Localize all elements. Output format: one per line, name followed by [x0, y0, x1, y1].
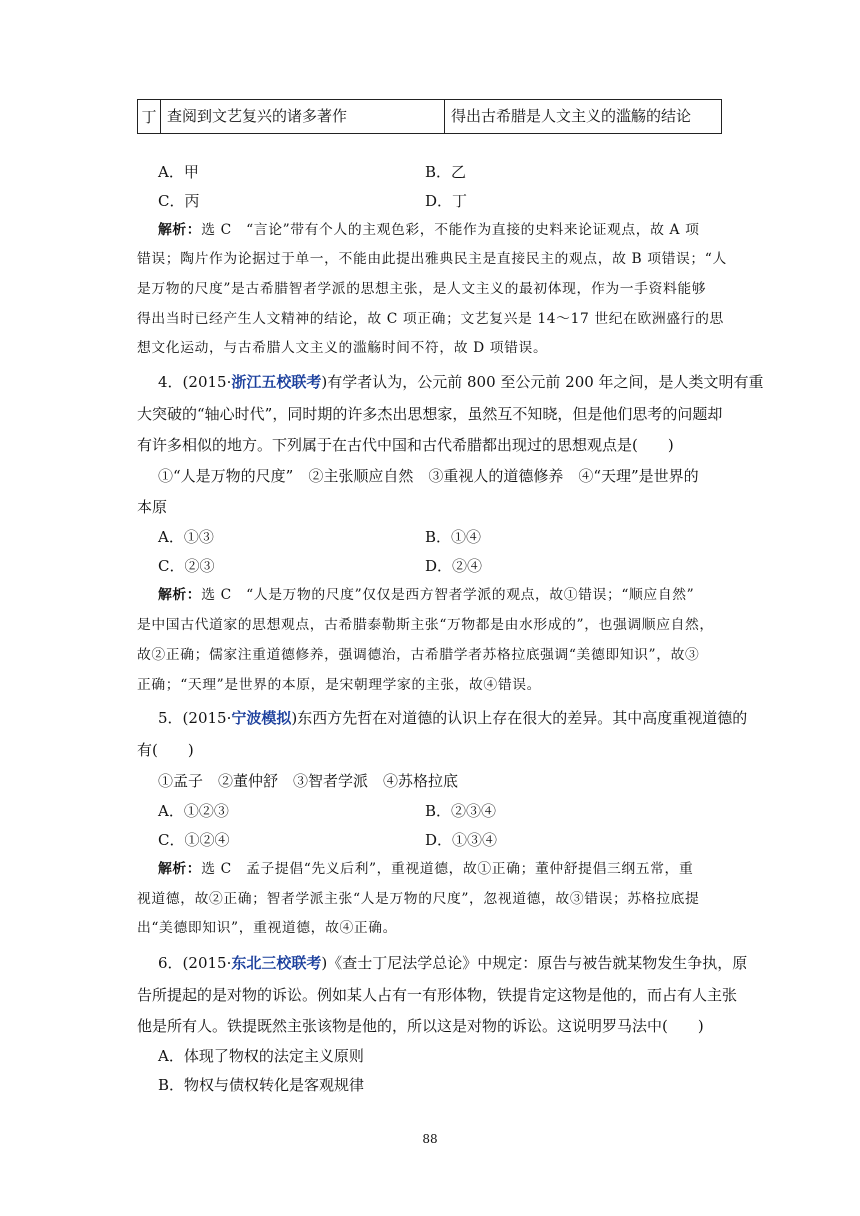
analysis-line: 解析：选 C “人是万物的尺度”仅仅是西方智者学派的观点，故①错误；“顺应自然”: [158, 587, 695, 603]
option-a: A．①③: [158, 528, 214, 546]
analysis-label: 解析：: [158, 222, 202, 238]
table-cell: 查阅到文艺复兴的诸多著作: [161, 100, 445, 134]
table-cell: 丁: [138, 100, 161, 134]
option-d: D．②④: [425, 557, 483, 575]
option-b: B．乙: [425, 163, 467, 181]
analysis-line: 是中国古代道家的思想观点，古希腊泰勒斯主张“万物都是由水形成的”，也强调顺应自然，: [137, 617, 714, 633]
question-stem-line: 大突破的“轴心时代”，同时期的许多杰出思想家，虽然互不知晓，但是他们思考的问题却: [137, 405, 723, 423]
analysis-line: 想文化运动，与古希腊人文主义的滥觞时间不符，故 D 项错误。: [137, 340, 548, 356]
question-stem-line: 有许多相似的地方。下列属于在古代中国和古代希腊都出现过的思想观点是( ): [137, 436, 674, 454]
option-c: C．丙: [158, 192, 200, 210]
option-c: C．②③: [158, 557, 215, 575]
page-number: 88: [422, 1132, 438, 1146]
analysis-line: 得出当时已经产生人文精神的结论，故 C 项正确；文艺复兴是 14～17 世纪在欧洲盛行的思: [137, 311, 724, 327]
question-stem: 6．(2015·东北三校联考)《查士丁尼法学总论》中规定：原告与被告就某物发生争执，原: [158, 954, 748, 972]
option-d: D．丁: [425, 192, 468, 210]
analysis-line: 出“美德即知识”，重视道德，故④正确。: [137, 920, 398, 936]
analysis-line: 解析：选 C “言论”带有个人的主观色彩，不能作为直接的史料来论证观点，故 A 项: [158, 222, 700, 238]
question-stem-line: ①孟子 ②董仲舒 ③智者学派 ④苏格拉底: [158, 772, 459, 790]
option-c: C．①②④: [158, 831, 230, 849]
question-source: 宁波模拟: [231, 709, 292, 727]
table-row: [138, 100, 722, 134]
question-stem-line: 他是所有人。铁提既然主张该物是他的，所以这是对物的诉讼。这说明罗马法中( ): [137, 1017, 704, 1035]
option-b: B．①④: [425, 528, 482, 546]
analysis-line: 错误；陶片作为论据过于单一，不能由此提出雅典民主是直接民主的观点，故 B 项错误；“人: [137, 251, 727, 267]
table-cell: 得出古希腊是人文主义的滥觞的结论: [445, 100, 722, 134]
comparison-table: [137, 99, 722, 134]
question-stem: 5．(2015·宁波模拟)东西方先哲在对道德的认识上存在很大的差异。其中高度重视道德的: [158, 709, 748, 727]
analysis-label: 解析：: [158, 587, 202, 603]
question-stem-line: 告所提起的是对物的诉讼。例如某人占有一有形体物，铁提肯定这物是他的，而占有人主张: [137, 986, 738, 1004]
analysis-line: 正确；“天理”是世界的本原，是宋朝理学家的主张，故④错误。: [137, 677, 542, 693]
option-b: B．物权与债权转化是客观规律: [158, 1076, 365, 1094]
option-a: A．体现了物权的法定主义原则: [158, 1047, 364, 1065]
option-a: A．①②③: [158, 802, 229, 820]
question-source: 浙江五校联考: [231, 373, 322, 391]
question-source: 东北三校联考: [231, 954, 322, 972]
question-stem-line: ①“人是万物的尺度” ②主张顺应自然 ③重视人的道德修养 ④“天理”是世界的: [158, 467, 699, 485]
option-a: A．甲: [158, 163, 199, 181]
question-stem-line: 有( ): [137, 741, 194, 759]
analysis-line: 解析：选 C 孟子提倡“先义后利”，重视道德，故①正确；董仲舒提倡三纲五常，重: [158, 861, 694, 877]
option-b: B．②③④: [425, 802, 497, 820]
analysis-line: 视道德，故②正确；智者学派主张“人是万物的尺度”，忽视道德，故③错误；苏格拉底提: [137, 891, 700, 907]
analysis-label: 解析：: [158, 861, 202, 877]
question-stem: 4．(2015·浙江五校联考)有学者认为，公元前 800 至公元前 200 年之间，是人类文明有重: [158, 373, 764, 391]
option-d: D．①③④: [425, 831, 498, 849]
analysis-line: 故②正确；儒家注重道德修养，强调德治，古希腊学者苏格拉底强调“美德即知识”，故③: [137, 647, 700, 663]
analysis-line: 是万物的尺度”是古希腊智者学派的思想主张，是人文主义的最初体现，作为一手资料能够: [137, 281, 707, 297]
question-stem-line: 本原: [137, 498, 168, 516]
